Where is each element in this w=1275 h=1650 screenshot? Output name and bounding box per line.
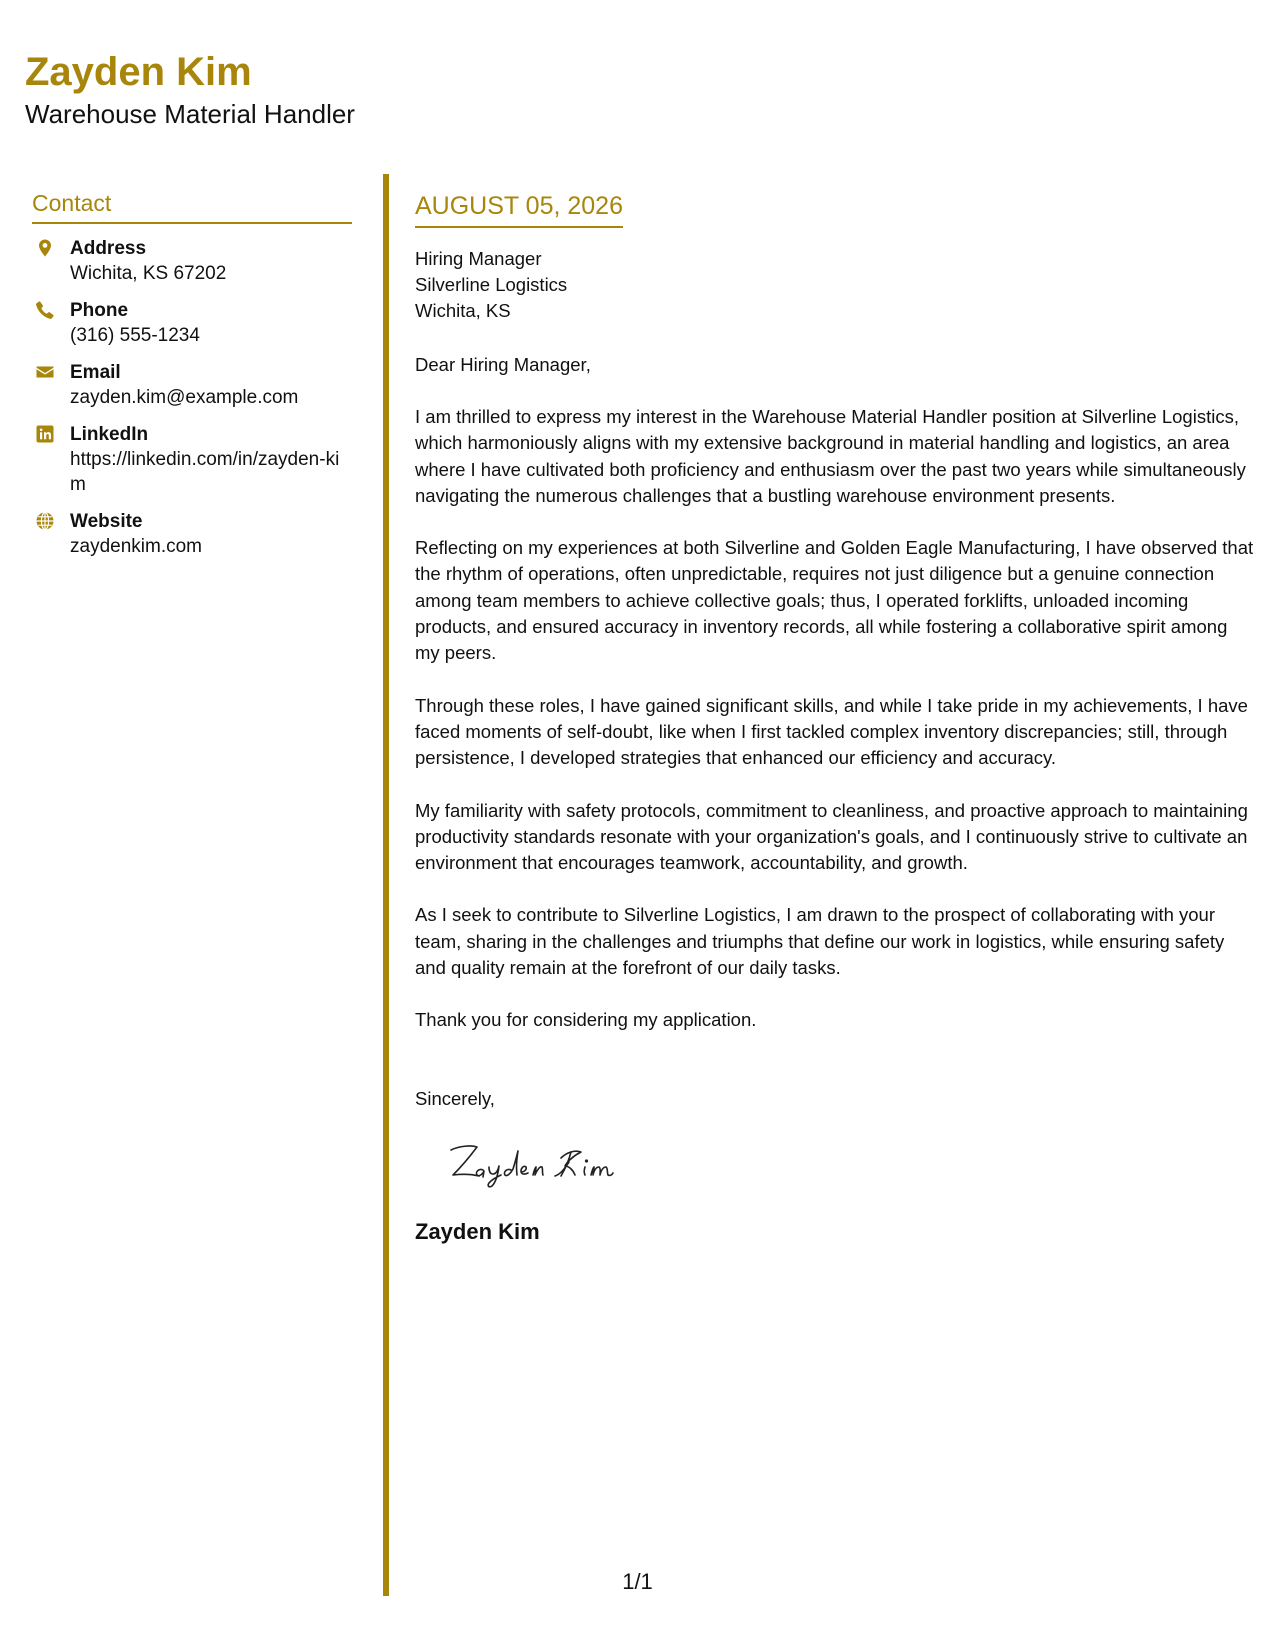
recipient-block — [415, 246, 1255, 324]
contact-value: (316) 555-1234 — [70, 325, 200, 346]
letter-paragraph: Thank you for considering my application. — [415, 1009, 757, 1031]
contact-value: zaydenkim.com — [70, 536, 202, 557]
salutation: Dear Hiring Manager, — [415, 354, 591, 375]
recipient-line: Silverline Logistics — [415, 274, 568, 295]
contact-value: https://linkedin.com/in/zayden-kim — [70, 449, 340, 495]
contact-email — [32, 360, 352, 410]
contact-label: Phone — [70, 300, 129, 321]
signer-name: Zayden Kim — [415, 1218, 540, 1244]
closing: Sincerely, — [415, 1087, 495, 1109]
page-number: 1/1 — [622, 1569, 653, 1594]
letter-paragraph: Reflecting on my experiences at both Silverline and Golden Eagle Manufacturing, I have observed that the rhythm of operations, often unpredictable, requires not just diligence but a genuine connection among team members to achieve collective goals; thus, I operated forklifts, unloaded incoming products, and ensured accuracy in inventory records, all while fostering a collaborative spirit among my peers. — [415, 537, 1254, 664]
column-divider — [383, 174, 389, 1596]
letter-paragraph: My familiarity with safety protocols, commitment to cleanliness, and proactive approach to maintaining productivity standards resonate with your organization's goals, and I continuously strive to cultivate an environment that encourages teamwork, accountability, and growth. — [415, 799, 1248, 874]
contact-label: Email — [70, 362, 121, 383]
linkedin-icon — [35, 424, 55, 444]
job-title: Warehouse Material Handler — [25, 99, 355, 129]
contact-label: LinkedIn — [70, 424, 149, 445]
letter-paragraph: I am thrilled to express my interest in the Warehouse Material Handler position at Silverline Logistics, which harmoniously aligns with my extensive background in material handling and logistics, an area where I have cultivated both proficiency and enthusiasm over the past two years while simultaneously navigating the numerous challenges that a bustling warehouse environment presents. — [415, 406, 1246, 506]
contact-label: Website — [70, 511, 143, 532]
globe-icon — [35, 511, 55, 531]
envelope-icon — [35, 362, 55, 382]
applicant-name: Zayden Kim — [25, 50, 252, 94]
handwritten-signature — [445, 1136, 665, 1196]
letter-body — [415, 190, 1255, 1246]
contact-address — [32, 236, 352, 286]
letter-date: AUGUST 05, 2026 — [415, 190, 623, 228]
contact-label: Address — [70, 238, 147, 259]
contact-heading: Contact — [32, 188, 352, 224]
contact-website — [32, 509, 352, 559]
letter-paragraph: As I seek to contribute to Silverline Logistics, I am drawn to the prospect of collaborating with your team, sharing in the challenges and triumphs that define our work in logistics, while ensuring safety and quality remain at the forefront of our daily tasks. — [415, 904, 1225, 979]
contact-value: zayden.kim@example.com — [70, 387, 299, 408]
map-pin-icon — [35, 238, 55, 258]
letter-paragraph: Through these roles, I have gained significant skills, and while I take pride in my achievements, I have faced moments of self-doubt, like when I first tackled complex inventory discrepancies; still, through persistence, I developed strategies that enhanced our efficiency and accuracy. — [415, 694, 1248, 769]
contact-value: Wichita, KS 67202 — [70, 263, 227, 284]
recipient-line: Hiring Manager — [415, 248, 542, 269]
contact-sidebar — [32, 188, 352, 571]
phone-icon — [35, 300, 55, 320]
contact-phone — [32, 298, 352, 348]
contact-linkedin — [32, 422, 352, 497]
recipient-line: Wichita, KS — [415, 300, 511, 321]
